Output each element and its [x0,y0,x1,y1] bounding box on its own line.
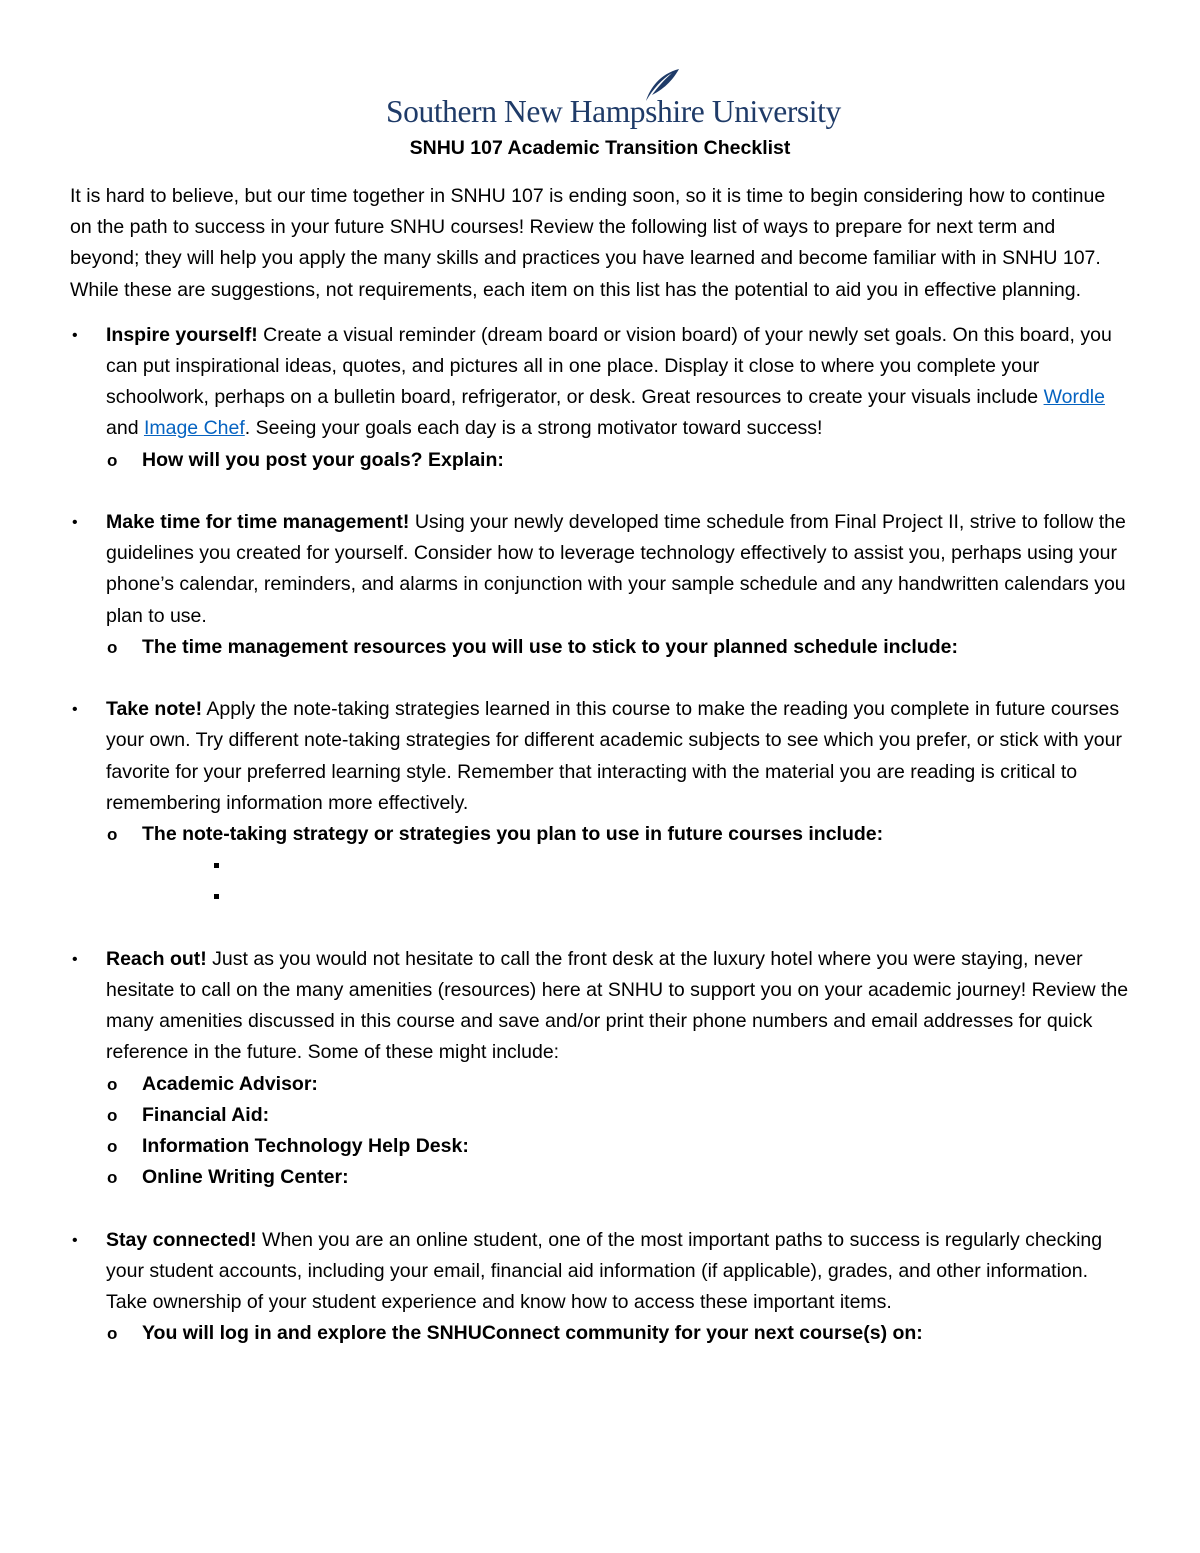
prompt-text: Information Technology Help Desk: [142,1135,469,1158]
bullet-icon: • [72,514,78,532]
circle-bullet-icon: o [107,1137,118,1157]
prompt-text: The note-taking strategy or strategies you plan to use in future courses include: [142,823,884,846]
answer-space [70,913,1130,944]
bullet-icon: • [72,950,78,968]
prompt-text: You will log in and explore the SNHUConnect community for your next course(s) on: [142,1322,923,1345]
checklist-prompt-it-help-desk [70,1131,1130,1162]
item-text: Using your newly developed time schedule from Final Project II, strive to follow the guidelines you created for yourself. Consider how to leverage technology effectively to assist you, perhaps using your phone’s calendar, reminders, and alarms in conjunction with your sample schedule and any handwritten calendars you plan to use. [106,511,1126,627]
square-bullet-icon [214,894,219,899]
item-text: Create a visual reminder (dream board or vision board) of your newly set goals. On this board, you can put inspirational ideas, quotes, and pictures all in one place. Display it close to where you complete your schoolwork, perhaps on a bulletin board, refrigerator, or desk. Great resources to create your visuals include [106,323,1112,409]
prompt-text: Online Writing Center: [142,1166,349,1189]
square-bullet-icon [214,863,219,868]
answer-line-1[interactable] [70,850,1130,881]
item-heading: Take note! [106,698,203,721]
document-body [70,181,1130,1349]
document-title: SNHU 107 Academic Transition Checklist [409,137,791,159]
checklist-item-time-management [70,507,1130,632]
circle-bullet-icon: o [107,1105,118,1125]
checklist-prompt [70,819,1130,850]
bullet-icon: • [72,1231,78,1249]
bullet-icon: • [72,701,78,719]
prompt-text: Academic Advisor: [142,1072,318,1095]
item-heading: Inspire yourself! [106,323,258,346]
answer-space[interactable] [70,663,1130,694]
checklist-item-inspire [70,320,1130,445]
checklist-prompt [70,445,1130,476]
checklist-prompt-academic-advisor [70,1069,1130,1100]
checklist-prompt-writing-center [70,1162,1130,1193]
image-chef-link[interactable]: Image Chef [143,417,245,440]
circle-bullet-icon: o [107,450,118,470]
university-logo [386,68,841,134]
item-text: Just as you would not hesitate to call the front desk at the luxury hotel where you were staying, never hesitate to call on the many amenities (resources) here at SNHU to support you on your academic journey! Review the many amenities discussed in this course and save and/or print their phone numbers and email addresses for quick reference in the future. Some of these might include: [106,947,1129,1064]
item-text: Apply the note-taking strategies learned in this course to make the reading you complete in future courses your own. Try different note-taking strategies for different academic subjects to see which you prefer, or stick with your favorite for your preferred learning style. Remember that interacting with the material you are reading is critical to remembering information more effectively. [106,698,1122,814]
checklist-item-reach-out [70,944,1130,1069]
checklist-prompt-financial-aid [70,1100,1130,1131]
prompt-text: Financial Aid: [142,1103,270,1126]
circle-bullet-icon: o [107,637,118,657]
intro-paragraph: It is hard to believe, but our time together in SNHU 107 is ending soon, so it is time to begin considering how to continue on the path to success in your future SNHU courses! Review the following list of ways to prepare for next term and beyond; they will help you apply the many skills and practices you have learned and become familiar with in SNHU 107. While these are suggestions, not requirements, each item on this list has the potential to aid you in effective planning. [70,185,1106,301]
answer-space [70,1193,1130,1224]
item-text-end: . Seeing your goals each day is a strong motivator toward success! [244,417,823,440]
item-heading: Reach out! [106,947,207,970]
checklist-prompt [70,1318,1130,1349]
item-heading: Make time for time management! [106,511,410,534]
prompt-text: How will you post your goals? Explain: [142,448,504,471]
circle-bullet-icon: o [107,825,118,845]
item-heading: Stay connected! [106,1228,257,1251]
item-text: When you are an online student, one of the most important paths to success is regularly checking your student accounts, including your email, financial aid information (if applicable), grades, and other information. Take ownership of your student experience and know how to access these important items. [106,1228,1103,1314]
answer-space[interactable] [70,476,1130,507]
checklist-prompt [70,632,1130,663]
item-text-connector: and [106,417,144,440]
circle-bullet-icon: o [107,1168,118,1188]
bullet-icon: • [72,326,78,344]
logo-wordmark: Southern New Hampshire University [386,94,841,129]
prompt-text: The time management resources you will use to stick to your planned schedule include: [142,635,958,658]
answer-line-2[interactable] [70,881,1130,912]
checklist-item-take-note [70,694,1130,819]
wordle-link[interactable]: Wordle [1043,386,1105,409]
circle-bullet-icon: o [107,1074,118,1094]
checklist-item-stay-connected [70,1225,1130,1319]
circle-bullet-icon: o [107,1324,118,1344]
